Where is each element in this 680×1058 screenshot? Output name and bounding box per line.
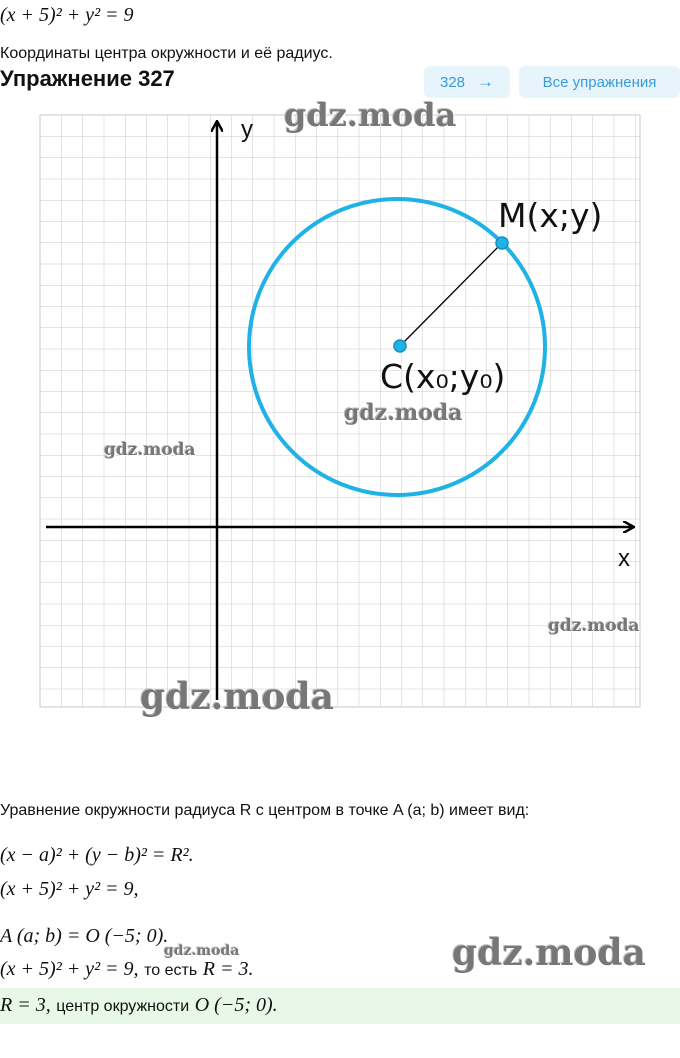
radius-derivation-equation: (x + 5)² + y² = 9,: [0, 958, 139, 980]
answer-line: [0, 994, 278, 1017]
radius-derivation-value: R = 3.: [202, 958, 254, 980]
point-c-label: C(x₀;y₀): [380, 357, 506, 396]
watermark: gdz.moda: [344, 400, 463, 426]
y-axis-label: y: [241, 116, 253, 143]
solution-intro: Уравнение окружности радиуса R с центром в точке A (a; b) имеет вид:: [0, 802, 530, 819]
center-equality: A (a; b) = O (−5; 0).: [0, 925, 169, 947]
point-c: [394, 340, 406, 352]
watermark: gdz.moda: [140, 676, 334, 718]
point-m: [496, 237, 508, 249]
watermark: gdz.moda: [104, 440, 196, 460]
top-equation: (x + 5)² + y² = 9: [0, 4, 134, 26]
answer-radius: R = 3,: [0, 994, 51, 1016]
next-exercise-label: 328: [439, 73, 466, 91]
answer-text: центр окружности: [56, 998, 190, 1015]
watermark: gdz.moda: [284, 96, 457, 134]
all-exercises-button[interactable]: [519, 66, 680, 98]
given-equation: (x + 5)² + y² = 9,: [0, 878, 139, 900]
watermark: gdz.moda: [548, 616, 640, 636]
watermark: gdz.moda: [452, 932, 646, 974]
radius-derivation: [0, 958, 253, 981]
answer-center: O (−5; 0).: [194, 994, 278, 1016]
general-circle-equation: (x − a)² + (y − b)² = R².: [0, 844, 194, 866]
task-description: Координаты центра окружности и её радиус.: [0, 45, 333, 62]
x-axis-label: x: [618, 545, 630, 572]
answer-block: [0, 988, 680, 1024]
exercise-title: Упражнение 327: [0, 66, 175, 91]
radius-derivation-text: то есть: [144, 962, 198, 979]
point-m-label: M(x;y): [498, 196, 603, 235]
arrow-right-icon: →: [477, 72, 495, 91]
next-exercise-button[interactable]: [424, 66, 510, 98]
watermark: gdz.moda: [164, 943, 240, 959]
all-exercises-label: Все упражнения: [542, 73, 657, 91]
